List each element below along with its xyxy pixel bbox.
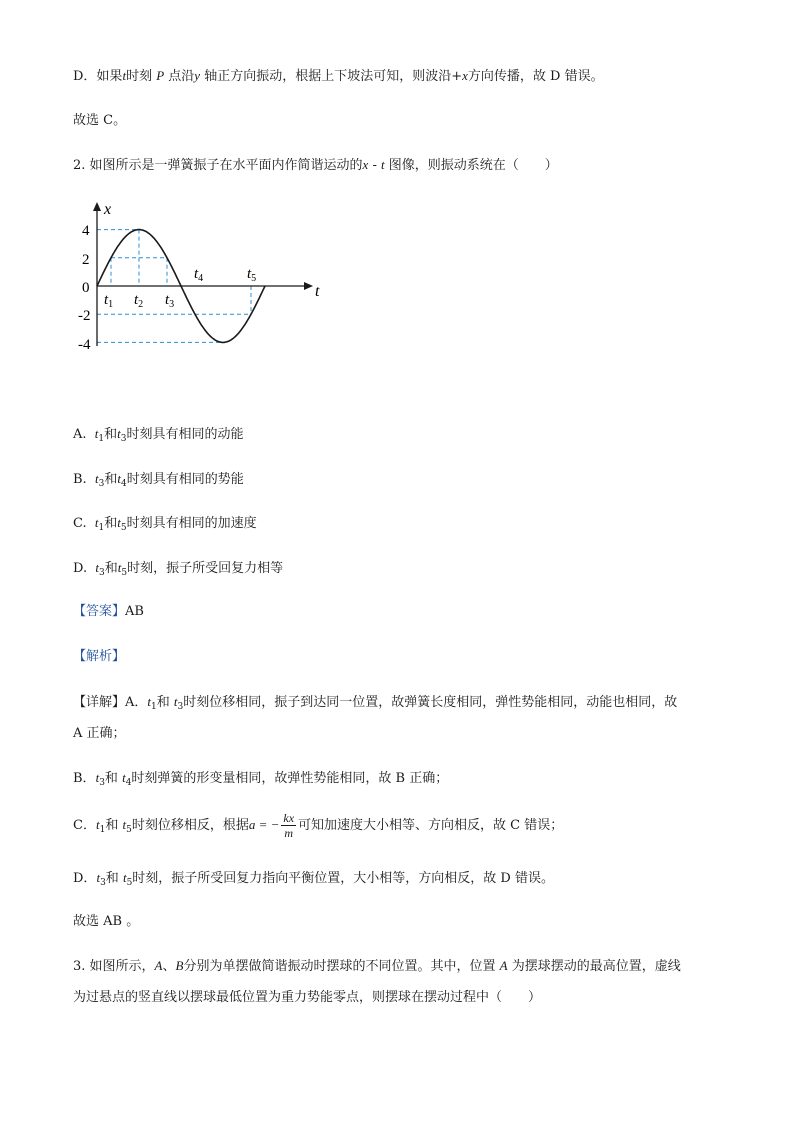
y-tick-neg4: -4 bbox=[78, 337, 91, 353]
q2-stem: 2. 如图所示是一弹簧振子在水平面内作简谐运动的x - t 图像，则振动系统在（ ） bbox=[73, 157, 558, 173]
q3-stem-line2: 为过悬点的竖直线以摆球最低位置为重力势能零点，则摆球在摆动过程中（ ） bbox=[73, 990, 542, 1005]
detail-c: C．$t_1$和 $t_5$时刻位移相反，根据a = − $\frac{kx}{m}$ 可知加速度大小相等、方向相反，故 C 错误； bbox=[73, 811, 564, 840]
y-tick-2: 2 bbox=[82, 252, 90, 268]
t-axis-arrow bbox=[304, 282, 313, 290]
t-axis-label: t bbox=[315, 283, 320, 300]
t3-label: $t_3$ bbox=[165, 292, 175, 310]
answer-line bbox=[73, 603, 144, 621]
q2-option-a: A. $t_1$和$t_3$时刻具有相同的动能 bbox=[73, 426, 244, 444]
detail-d: D．$t_3$和 $t_5$时刻，振子所受回复力指向平衡位置，大小相等，方向相反，故 D 错误。 bbox=[73, 870, 554, 888]
t1-label: $t_1$ bbox=[104, 292, 114, 310]
t4-label: $t_4$ bbox=[194, 266, 204, 284]
y-tick-4: 4 bbox=[82, 223, 90, 239]
y-axis-arrow bbox=[93, 202, 101, 211]
t2-label: $t_2$ bbox=[134, 292, 144, 310]
q2-option-b: B. $t_3$和$t_4$时刻具有相同的势能 bbox=[73, 471, 244, 489]
q1-conclusion: 故选 C。 bbox=[73, 113, 127, 128]
formula-lhs: a = − bbox=[248, 817, 280, 832]
y-tick-0: 0 bbox=[82, 280, 90, 296]
q3-stem-line1: 3. 如图所示，A、B分别为单摆做简谐振动时摆球的不同位置。其中，位置 A 为摆球摆动的最高位置，虚线 bbox=[73, 958, 681, 974]
q2-option-c: C. $t_1$和$t_5$时刻具有相同的加速度 bbox=[73, 515, 257, 533]
q1-option-d: D．如果t时刻 P 点沿y 轴正方向振动，根据上下坡法可知，则波沿+x方向传播，故 D 错误。 bbox=[73, 68, 604, 84]
formula-fraction: $\frac{kx}{m}$ bbox=[283, 811, 295, 840]
y-axis-label: x bbox=[104, 201, 112, 218]
q2-conclusion: 故选 AB 。 bbox=[73, 914, 140, 929]
detail-a-cont: A 正确； bbox=[73, 726, 126, 741]
t5-label: $t_5$ bbox=[247, 266, 257, 284]
detail-b: B．$t_3$和 $t_4$时刻弹簧的形变量相同，故弹性势能相同，故 B 正确； bbox=[73, 770, 449, 788]
answer-value: AB bbox=[125, 604, 144, 619]
x-t-graph bbox=[70, 196, 340, 356]
analysis-label: 【解析】 bbox=[73, 649, 126, 664]
detail-a: 【详解】A．$t_1$和 $t_3$时刻位移相同，振子到达同一位置，故弹簧长度相同，弹性势能相同，动能也相同，故 bbox=[73, 694, 678, 712]
answer-label: 【答案】 bbox=[73, 604, 126, 619]
q2-option-d: D. $t_3$和$t_5$时刻，振子所受回复力相等 bbox=[73, 560, 284, 578]
y-tick-neg2: -2 bbox=[78, 308, 91, 324]
